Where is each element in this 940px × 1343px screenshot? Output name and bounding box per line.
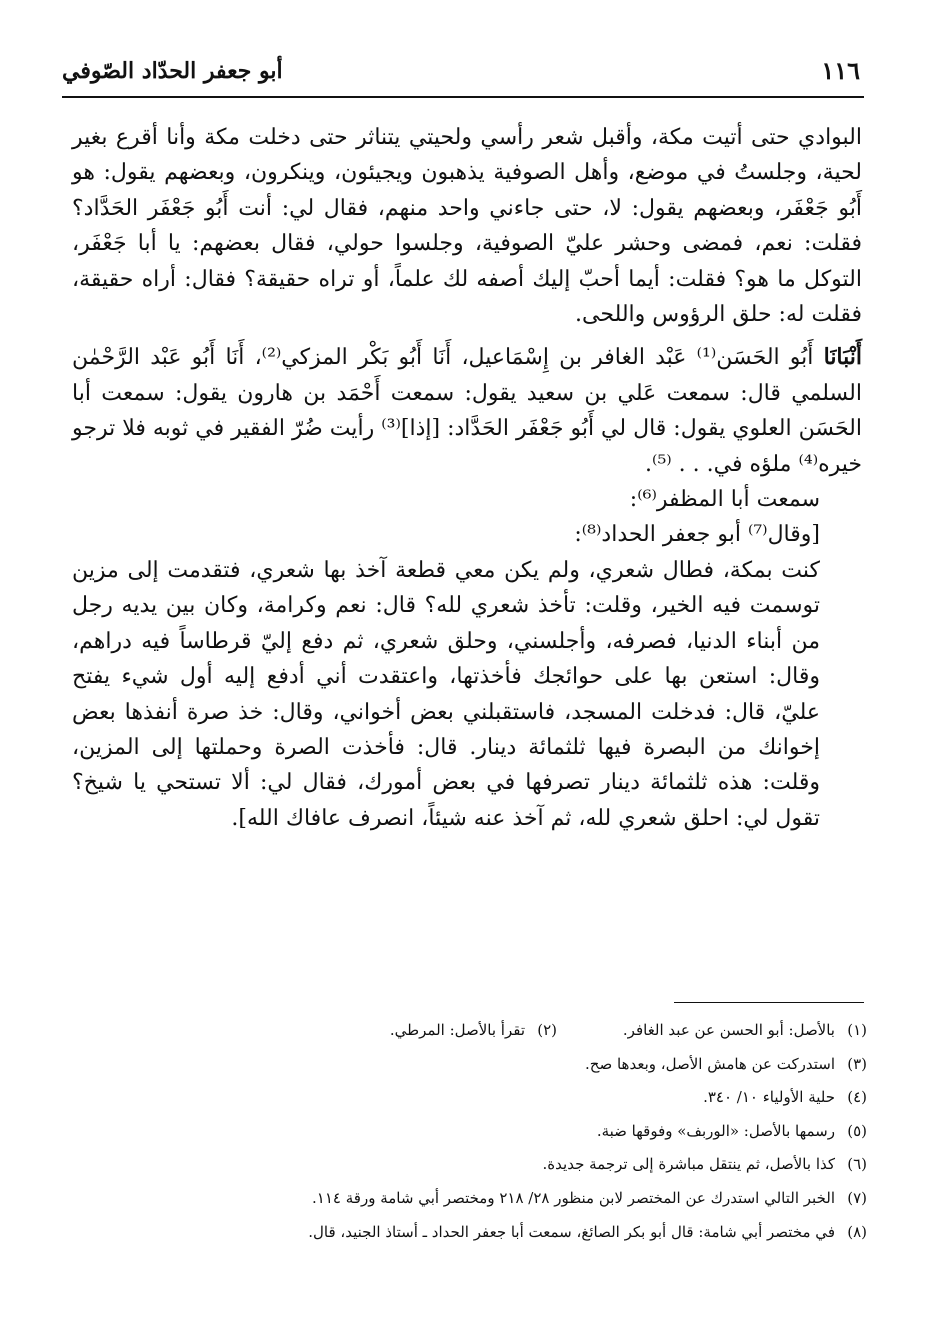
footnote-row: [72, 1014, 867, 1048]
footnote-5: [72, 1115, 867, 1149]
paragraph-2-text: أَبُو الحَسَن⁽¹⁾ عَبْد الغافر بن إِسْمَاعيل، أَنَا أَبُو بَكْر المزكي⁽²⁾، أَنَا أَبُو عَبْد الرَّحْمٰن السلمي قال: سمعت عَلي بن سعيد يقول: سمعت أَحْمَد بن هارون يقول: سمعت أبا الحَسَن العلوي يقول: قال لي أَبُو جَعْفَر الحَدَّاد: [إذا]⁽³⁾ رأيت ضُرّ الفقير في ثوبه فلا ترجو خيره⁽⁴⁾ ملؤه في. . . ⁽⁵⁾.: [72, 345, 862, 477]
footnote-text: رسمها بالأصل: «الوربف» وفوقها ضبة.: [596, 1121, 835, 1140]
footnote-text: كذا بالأصل، ثم ينتقل مباشرة إلى ترجمة جديدة.: [542, 1155, 835, 1174]
footnote-text: في مختصر أبي شامة: قال أبو بكر الصائغ، سمعت أبا جعفر الحداد ـ أستاذ الجنيد، قال.: [308, 1222, 835, 1241]
page-header: [62, 52, 864, 98]
footnote-text: تقرأ بالأصل: المرطي.: [389, 1021, 525, 1039]
paragraph-1: البوادي حتى أتيت مكة، وأقبل شعر رأسي ولحيتي يتناثر حتى دخلت مكة وأنا أقرع بغير لحية، وجلستُ في موضع، وأهل الصوفية يذهبون ويجيئون، وينكرون، وبعضهم يقول: هو أَبُو جَعْفَر، وبعضهم يقول: لا، حتى جاءني واحد منهم، فقال لي: أنت أَبُو جَعْفَر الحَدَّاد؟ فقلت: نعم، فمضى وحشر عليّ الصوفية، وجلسوا حولي، فقال بعضهم: يا أبا جَعْفَر، التوكل ما هو؟ فقلت: أيما أحبّ إليك أصفه لك علماً، أو تراه حقيقة؟ فقال: أراه حقيقة، فقلت له: حلق الرؤوس واللحى.: [72, 125, 862, 328]
footnote-number: (٦): [847, 1155, 867, 1174]
footnote-number: (٤): [847, 1088, 867, 1107]
footnote-1: [557, 1014, 867, 1048]
footnote-8: [72, 1216, 867, 1250]
footnote-number: (٥): [847, 1121, 867, 1140]
footnote-number: (٣): [847, 1054, 867, 1073]
paragraph-2: [72, 340, 862, 482]
running-title: أبو جعفر الحدّاد الصّوفي: [62, 58, 283, 84]
footnote-text: الخبر التالي استدرك عن المختصر لابن منظور ٢٨/ ٢١٨ ومختصر أبي شامة ورقة ١١٤.: [312, 1188, 835, 1207]
footnote-text: استدركت عن هامش الأصل، وبعدها صح.: [585, 1054, 835, 1073]
paragraph-4: [وقال⁽⁷⁾ أبو جعفر الحداد⁽⁸⁾:: [574, 522, 820, 548]
footnote-2: [390, 1014, 557, 1048]
footnote-number: (١): [847, 1021, 867, 1039]
footnote-4: [72, 1081, 867, 1115]
footnote-number: (٧): [847, 1188, 867, 1207]
footnote-text: حلية الأولياء ١٠/ ٣٤٠.: [703, 1088, 835, 1107]
main-text: [72, 120, 862, 836]
footnote-3: [72, 1048, 867, 1082]
footnotes: [72, 1014, 867, 1249]
paragraph-2-lead: أَنْبَانَا: [823, 344, 863, 371]
footnote-number: (٢): [537, 1021, 557, 1039]
paragraph-5: كنت بمكة، فطال شعري، ولم يكن معي قطعة آخذ بها شعري، فتقدمت إلى مزين توسمت فيه الخير، وقلت: تأخذ شعري لله؟ قال: نعم وكرامة، وكان بين يديه رجل من أبناء الدنيا، فصرفه، وأجلسني، وحلق شعري، ثم دفع إليّ قرطاساً فيه دراهم، وقال: استعن بها على حوائجك فأخذتها، واعتقدت أني أدفع إليه أول شيء يفتح عليّ، قال: فدخلت المسجد، فاستقبلني بعض أخواني، وقال: خذ صرة أنفذها بعض إخوانك من البصرة فيها ثلثمائة دينار. قال: فأخذت الصرة وحملتها إلى المزين، وقلت: هذه ثلثمائة دينار تصرفها في بعض أمورك، فقال لي: ألا تستحي يا شيخ؟ تقول لي: احلق شعري لله، ثم آخذ عنه شيئاً، انصرف عافاك الله].: [72, 557, 820, 831]
footnote-7: [72, 1182, 867, 1216]
paragraph-3: سمعت أبا المظفر⁽⁶⁾:: [629, 487, 820, 513]
page-number: ١١٦: [821, 56, 860, 85]
footnote-text: بالأصل: أبو الحسن عن عبد الغافر.: [622, 1021, 835, 1039]
footnote-separator: [674, 1002, 864, 1003]
footnote-6: [72, 1148, 867, 1182]
footnote-number: (٨): [847, 1222, 867, 1241]
